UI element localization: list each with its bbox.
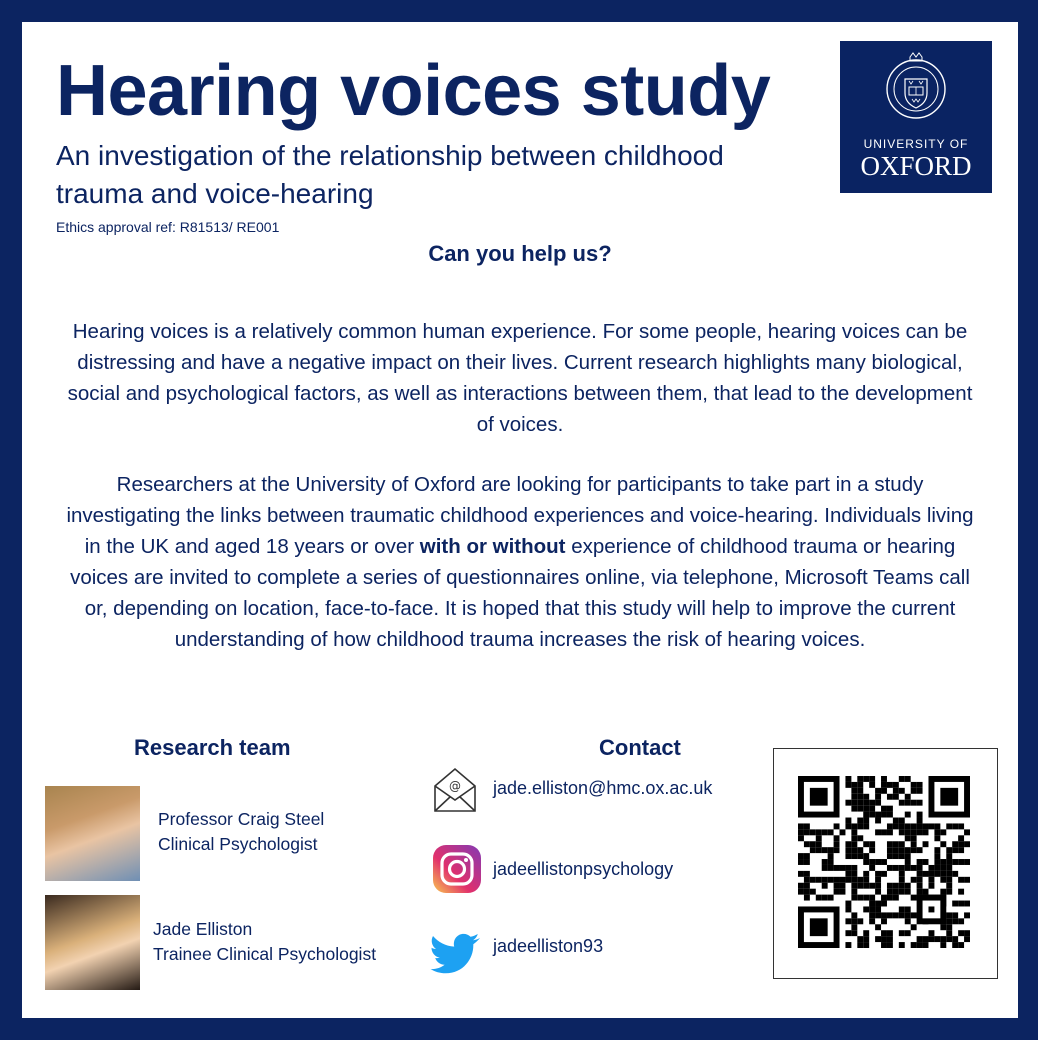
- contact-heading: Contact: [599, 735, 681, 760]
- email-icon: [432, 766, 478, 814]
- study-paragraph: [62, 469, 978, 655]
- oxford-logo: [840, 41, 992, 193]
- subtitle: An investigation of the relationship between childhood trauma and voice-hearing: [56, 140, 724, 209]
- study-paragraph-part2: experience of childhood trauma or hearing voices are invited to complete a series of questionnaires online, via telephone, Microsoft Teams call or, depending on location, face-to-face. It is hoped that this study will help to improve the current understanding of how childhood trauma increases the risk of hearing voices.: [70, 535, 970, 651]
- logo-university-of: UNIVERSITY OF: [863, 137, 969, 151]
- poster: [22, 22, 1018, 1018]
- team-member-role: Clinical Psychologist: [158, 834, 318, 854]
- instagram-icon: [432, 844, 482, 894]
- poster-frame: [22, 22, 1018, 1018]
- contact-twitter[interactable]: jadeelliston93: [493, 936, 604, 956]
- contact-instagram[interactable]: jadeellistonpsychology: [493, 859, 674, 879]
- intro-paragraph: Hearing voices is a relatively common human experience. For some people, hearing voices can be distressing and have a negative impact on their lives. Current research highlights many biological, social and psychological factors, as well as interactions between them, that lead to the development of voices.: [67, 320, 973, 436]
- help-heading: Can you help us?: [428, 241, 612, 266]
- team-member-name: Professor Craig Steel: [158, 809, 325, 829]
- study-paragraph-emphasis: with or without: [419, 535, 566, 558]
- team-member-1: [158, 807, 324, 857]
- research-team-heading: Research team: [134, 735, 291, 760]
- oxford-crest-icon: [884, 51, 948, 135]
- avatar-jade-elliston: [45, 895, 140, 990]
- svg-text:@: @: [449, 779, 461, 793]
- contact-email[interactable]: jade.elliston@hmc.ox.ac.uk: [493, 778, 713, 798]
- avatar-craig-steel: [45, 786, 140, 881]
- logo-oxford: OXFORD: [860, 151, 972, 181]
- qr-code-box: [773, 748, 998, 979]
- page-title: Hearing voices study: [56, 51, 771, 131]
- team-member-2: [153, 917, 376, 967]
- team-member-name: Jade Elliston: [153, 919, 253, 939]
- qr-code-icon: [798, 776, 970, 948]
- ethics-reference: Ethics approval ref: R81513/ RE001: [56, 219, 280, 235]
- study-paragraph-part1: Researchers at the University of Oxford are looking for participants to take part in a study investigating the links between traumatic childhood experiences and voice-hearing. Individuals living in the UK and aged 18 years or over: [66, 473, 974, 558]
- team-member-role: Trainee Clinical Psychologist: [153, 944, 377, 964]
- twitter-icon: [430, 932, 482, 976]
